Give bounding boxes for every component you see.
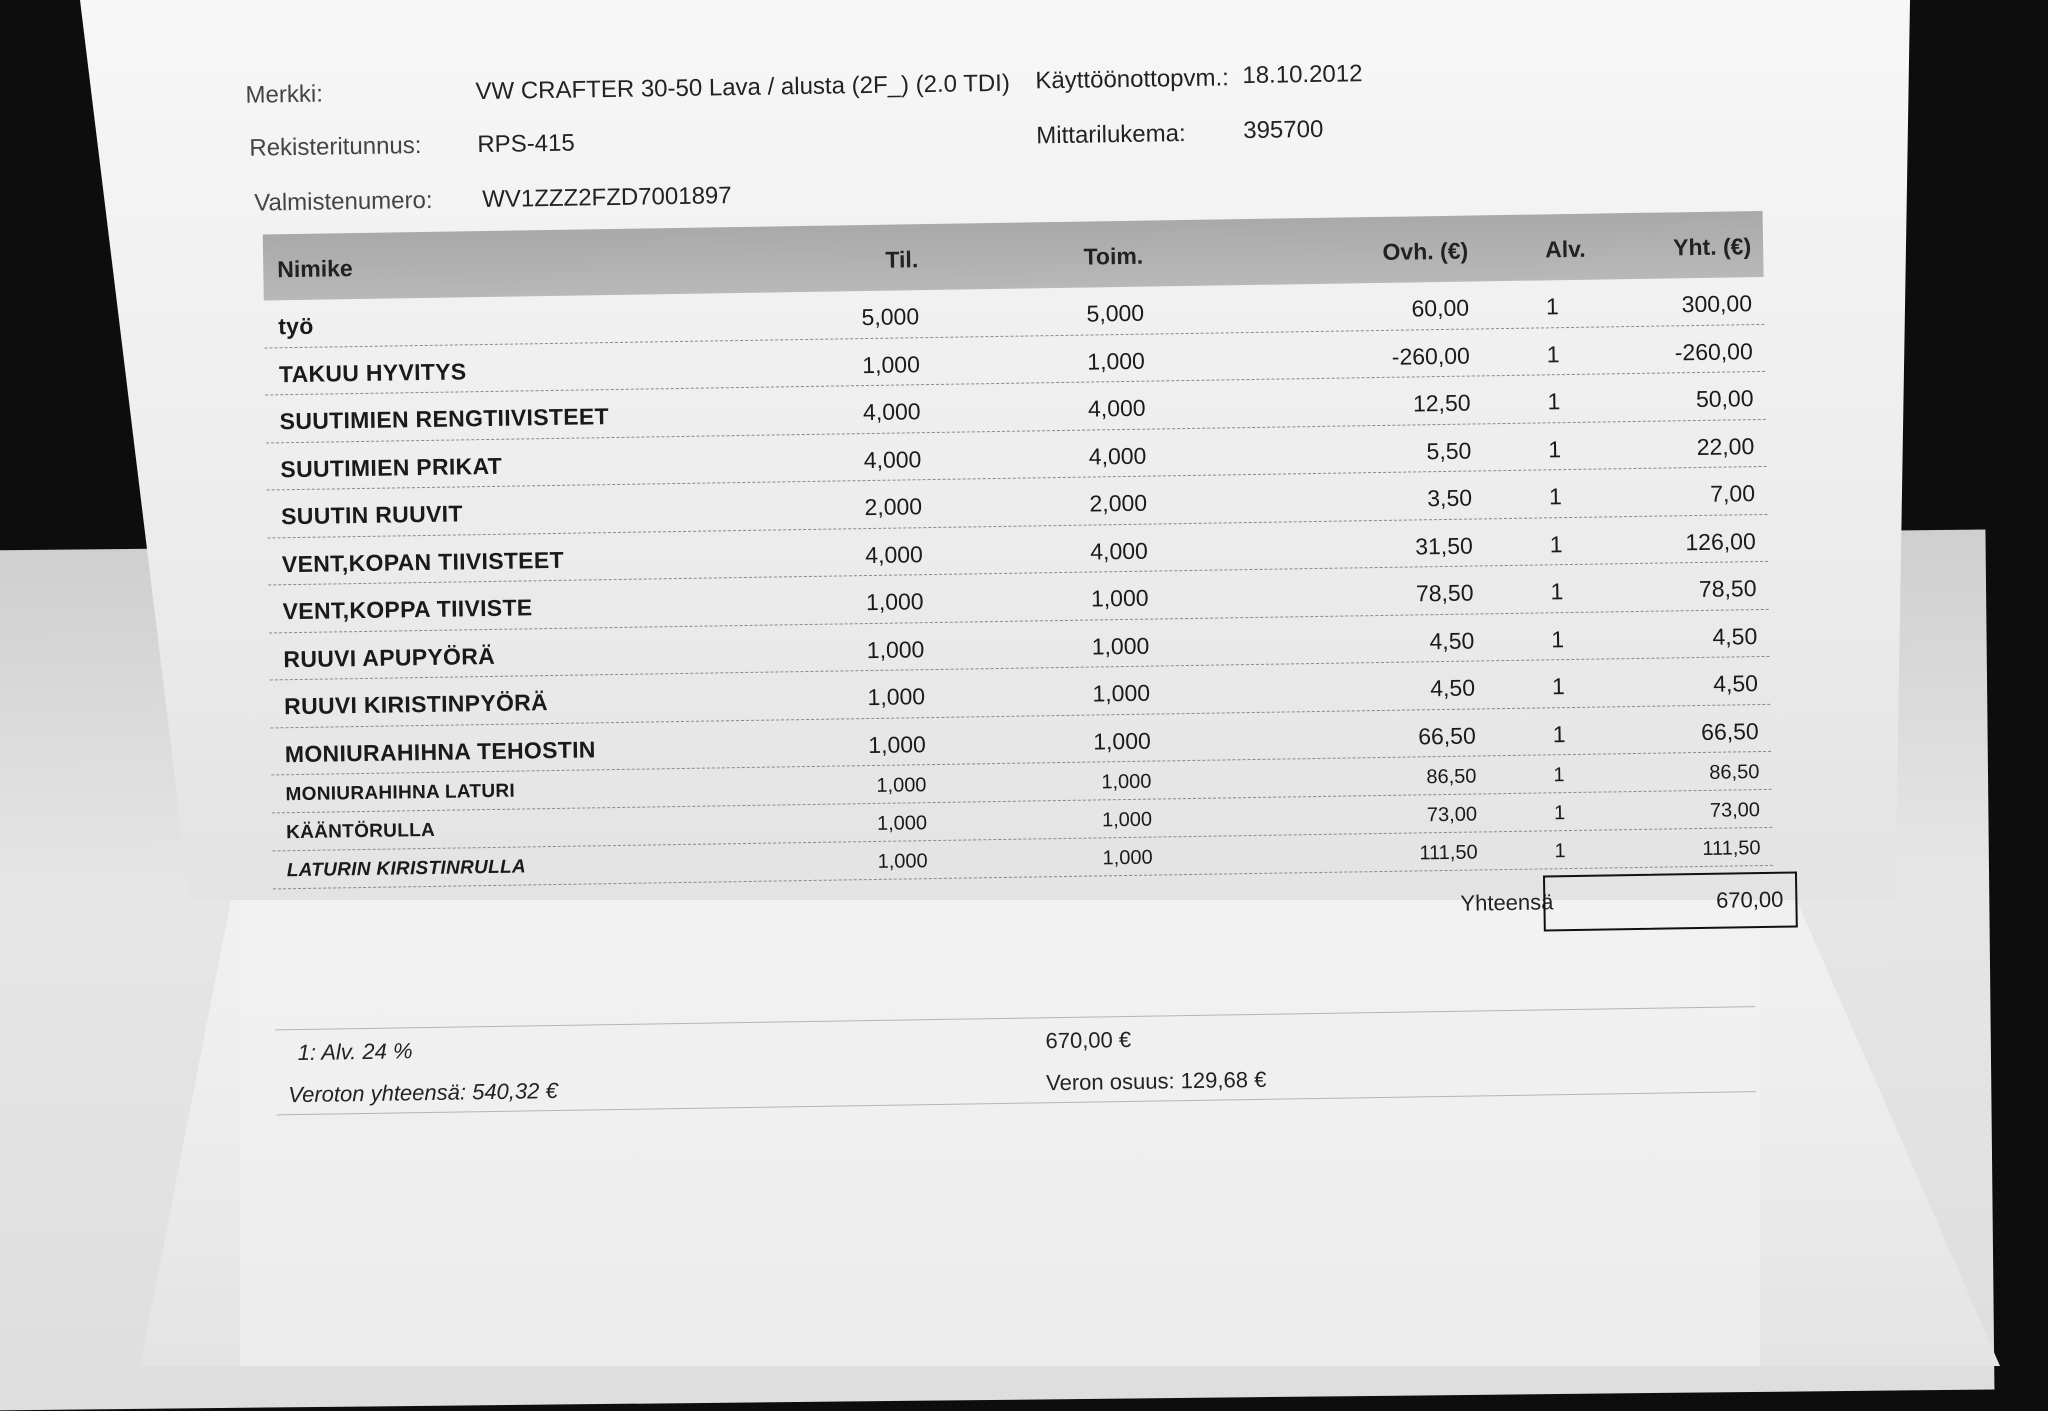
item-yht: 126,00 bbox=[1685, 527, 1756, 555]
item-ovh: 31,50 bbox=[1415, 532, 1473, 559]
header-toim: Toim. bbox=[1083, 242, 1144, 270]
item-ovh: 111,50 bbox=[1419, 841, 1478, 865]
item-toim: 1,000 bbox=[1101, 770, 1152, 794]
item-toim: 4,000 bbox=[1090, 537, 1149, 565]
item-alv: 1 bbox=[1548, 435, 1562, 462]
commission-date-label: Käyttöönottopvm.: bbox=[1035, 64, 1230, 95]
item-name: MONIURAHIHNA LATURI bbox=[285, 780, 516, 806]
item-alv: 1 bbox=[1553, 802, 1566, 825]
item-name: työ bbox=[277, 312, 314, 340]
item-til: 1,000 bbox=[867, 683, 926, 711]
item-ovh: 66,50 bbox=[1417, 722, 1476, 749]
item-til: 1,000 bbox=[866, 635, 925, 663]
item-yht: 50,00 bbox=[1695, 385, 1754, 413]
item-yht: 22,00 bbox=[1696, 432, 1755, 460]
item-til: 1,000 bbox=[865, 588, 924, 616]
item-ovh: 78,50 bbox=[1415, 579, 1474, 607]
item-alv: 1 bbox=[1548, 483, 1563, 510]
item-ovh: 5,50 bbox=[1426, 437, 1472, 464]
item-ovh: -260,00 bbox=[1391, 342, 1470, 370]
item-yht: 7,00 bbox=[1710, 480, 1756, 507]
item-ovh: 12,50 bbox=[1412, 389, 1471, 417]
item-toim: 1,000 bbox=[1092, 679, 1151, 707]
vat-total: 670,00 € bbox=[1045, 1026, 1132, 1054]
item-toim: 1,000 bbox=[1087, 347, 1146, 375]
registration-value: RPS-415 bbox=[477, 129, 575, 159]
item-alv: 1 bbox=[1551, 673, 1566, 700]
item-alv: 1 bbox=[1549, 530, 1563, 557]
item-toim: 4,000 bbox=[1087, 394, 1146, 422]
item-alv: 1 bbox=[1550, 578, 1564, 605]
item-yht: -260,00 bbox=[1674, 337, 1753, 365]
item-name: MONIURAHIHNA TEHOSTIN bbox=[284, 735, 596, 767]
item-alv: 1 bbox=[1554, 840, 1566, 863]
brand-label: Merkki: bbox=[245, 80, 324, 109]
item-toim: 2,000 bbox=[1089, 489, 1148, 517]
item-name: VENT,KOPPA TIIVISTE bbox=[282, 594, 533, 625]
item-toim: 1,000 bbox=[1091, 632, 1150, 660]
header-yht: Yht. (€) bbox=[1672, 233, 1752, 261]
item-ovh: 86,50 bbox=[1426, 765, 1477, 789]
header-ovh: Ovh. (€) bbox=[1382, 237, 1469, 265]
item-til: 4,000 bbox=[862, 398, 921, 426]
item-yht: 66,50 bbox=[1700, 717, 1759, 745]
item-alv: 1 bbox=[1547, 388, 1561, 415]
item-yht: 300,00 bbox=[1681, 290, 1753, 318]
net-total: Veroton yhteensä: 540,32 € bbox=[288, 1077, 558, 1108]
item-til: 1,000 bbox=[862, 350, 921, 378]
invoice-document bbox=[230, 35, 1826, 1108]
table-body bbox=[264, 277, 1771, 776]
vat-share: Veron osuus: 129,68 € bbox=[1045, 1066, 1267, 1096]
item-til: 2,000 bbox=[864, 493, 923, 521]
item-name: TAKUU HYVITYS bbox=[278, 357, 467, 387]
total-box bbox=[1543, 871, 1798, 931]
item-til: 1,000 bbox=[877, 850, 928, 873]
item-alv: 1 bbox=[1553, 764, 1565, 787]
item-name: VENT,KOPAN TIIVISTEET bbox=[281, 546, 565, 577]
odometer-label: Mittarilukema: bbox=[1036, 120, 1186, 150]
item-yht: 86,50 bbox=[1709, 761, 1760, 784]
item-alv: 1 bbox=[1552, 720, 1566, 747]
item-name: SUUTIN RUUVIT bbox=[280, 500, 463, 530]
item-ovh: 3,50 bbox=[1427, 484, 1473, 512]
odometer-value: 395700 bbox=[1243, 115, 1324, 145]
item-til: 1,000 bbox=[868, 730, 927, 758]
brand-value: VW CRAFTER 30-50 Lava / alusta (2F_) (2.0 TDI) bbox=[475, 69, 1011, 106]
total-label: Yhteensä bbox=[1460, 889, 1554, 916]
item-toim: 1,000 bbox=[1101, 808, 1153, 832]
item-yht: 78,50 bbox=[1698, 575, 1757, 602]
item-yht: 4,50 bbox=[1712, 622, 1758, 650]
vin-value: WV1ZZZ2FZD7001897 bbox=[482, 182, 732, 214]
item-alv: 1 bbox=[1545, 293, 1560, 320]
item-til: 4,000 bbox=[863, 445, 922, 473]
item-name: SUUTIMIEN PRIKAT bbox=[280, 452, 503, 482]
vin-label: Valmistenumero: bbox=[254, 186, 433, 217]
item-name: RUUVI KIRISTINPYÖRÄ bbox=[283, 689, 549, 720]
item-yht: 73,00 bbox=[1709, 799, 1761, 822]
item-alv: 1 bbox=[1546, 340, 1560, 367]
item-toim: 1,000 bbox=[1102, 846, 1153, 870]
header-til: Til. bbox=[885, 246, 919, 273]
item-name: RUUVI APUPYÖRÄ bbox=[283, 642, 496, 672]
item-toim: 1,000 bbox=[1093, 727, 1152, 755]
item-alv: 1 bbox=[1551, 625, 1565, 652]
item-til: 1,000 bbox=[876, 812, 928, 835]
item-ovh: 4,50 bbox=[1430, 674, 1476, 702]
registration-label: Rekisteritunnus: bbox=[249, 132, 422, 162]
commission-date-value: 18.10.2012 bbox=[1242, 60, 1363, 90]
invoice-table bbox=[263, 211, 1784, 949]
item-til: 1,000 bbox=[876, 774, 927, 797]
item-toim: 1,000 bbox=[1090, 584, 1149, 612]
item-name: KÄÄNTÖRULLA bbox=[285, 819, 436, 844]
header-alv: Alv. bbox=[1544, 235, 1586, 263]
item-ovh: 4,50 bbox=[1429, 627, 1475, 654]
vat-class: 1: Alv. 24 % bbox=[297, 1038, 413, 1066]
item-ovh: 73,00 bbox=[1426, 803, 1478, 827]
item-ovh: 60,00 bbox=[1411, 294, 1470, 322]
item-name: SUUTIMIEN RENGTIIVISTEET bbox=[279, 403, 610, 435]
item-toim: 5,000 bbox=[1086, 299, 1145, 327]
item-yht: 4,50 bbox=[1713, 670, 1759, 697]
item-til: 4,000 bbox=[865, 540, 924, 568]
item-til: 5,000 bbox=[861, 303, 920, 331]
item-name: LATURIN KIRISTINRULLA bbox=[286, 856, 527, 882]
item-toim: 4,000 bbox=[1088, 442, 1147, 470]
total-value: 670,00 bbox=[1715, 886, 1784, 913]
header-name: Nimike bbox=[277, 255, 353, 283]
item-yht: 111,50 bbox=[1702, 837, 1761, 860]
